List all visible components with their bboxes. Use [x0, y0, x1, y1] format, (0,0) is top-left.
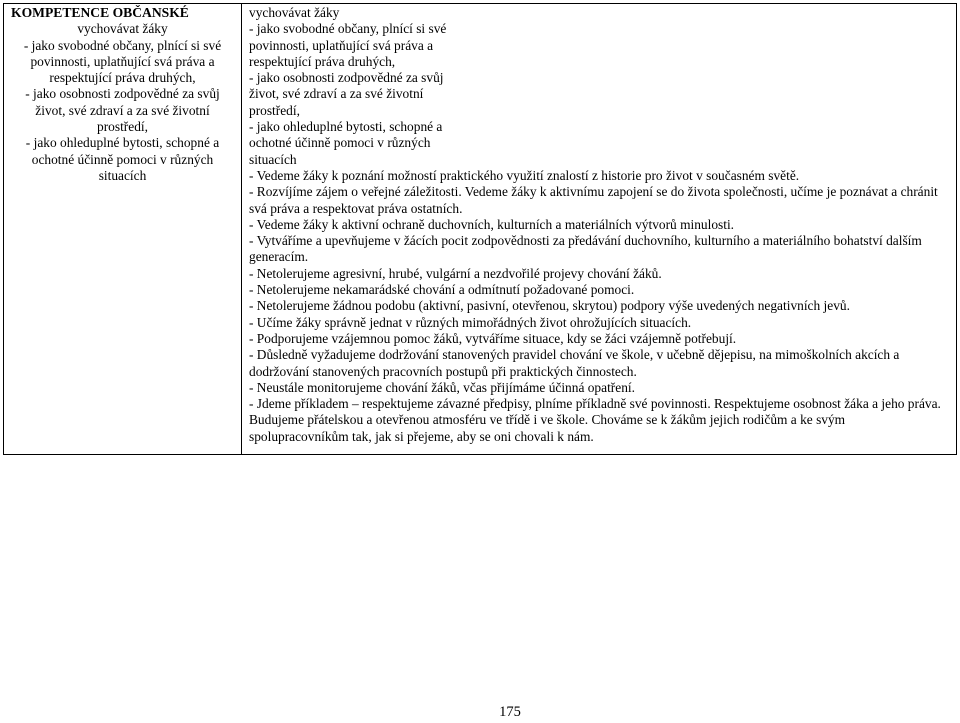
right-line: prostředí, — [249, 102, 300, 118]
left-line: - jako svobodné občany, plnící si své — [23, 37, 222, 53]
strategy-item: - Jdeme příkladem – respektujeme závazné předpisy, plníme příkladně své povinnosti. Respektujeme osobnost žáka a jeho práva. Budujeme přátelskou a otevřenou atmosféru ve třídě i ve škole. Chováme se k žákům jejich rodičům a ke svým spolupracovníkům tak, jak si přejeme, aby se oni chovali k nám. — [249, 396, 941, 444]
section-heading: KOMPETENCE OBČANSKÉ — [11, 5, 189, 20]
left-cell-content — [4, 4, 241, 184]
strategy-item: - Vedeme žáky k poznání možností praktického využití znalostí z historie pro život v současném světě. — [249, 167, 800, 183]
right-line: ochotné účinně pomoci v různých — [249, 135, 431, 151]
strategy-item: - Vedeme žáky k aktivní ochraně duchovních, kulturních a materiálních výtvorů minulosti. — [249, 216, 735, 232]
competence-table — [3, 3, 957, 455]
right-line: situacích — [249, 151, 297, 167]
right-line: život, své zdraví a za své životní — [249, 86, 424, 102]
strategy-item: - Důsledně vyžadujeme dodržování stanovených pravidel chování ve škole, v učebně dějepisu, na mimoškolních akcích a dodržování stanovených pracovních postupů při praktických činnostech. — [249, 347, 900, 379]
table-row — [4, 4, 957, 455]
left-line: vychovávat žáky — [77, 21, 168, 37]
strategy-item: - Neustále monitorujeme chování žáků, včas přijímáme účinná opatření. — [249, 379, 635, 395]
left-line: povinnosti, uplatňující svá práva a — [30, 53, 215, 69]
left-line: situacích — [98, 167, 147, 183]
right-line: - jako osobnosti zodpovědné za svůj — [249, 70, 444, 86]
strategy-item: - Podporujeme vzájemnou pomoc žáků, vytváříme situace, kdy se žáci vzájemně potřebují. — [249, 330, 737, 346]
strategy-item: - Učíme žáky správně jednat v různých mimořádných život ohrožujících situacích. — [249, 314, 692, 330]
left-line: prostředí, — [97, 119, 148, 135]
right-line: vychovávat žáky — [249, 5, 340, 20]
left-cell — [4, 4, 242, 455]
strategy-item: - Rozvíjíme zájem o veřejné záležitosti. Vedeme žáky k aktivnímu zapojení se do života společnosti, učíme je poznávat a chránit svá práva a respektovat práva ostatních. — [249, 184, 938, 216]
left-line: respektující práva druhých, — [49, 70, 196, 86]
strategy-item: - Netolerujeme agresivní, hrubé, vulgární a nezdvořilé projevy chování žáků. — [249, 265, 662, 281]
strategy-item: - Vytváříme a upevňujeme v žácích pocit zodpovědnosti za předávání duchovního, kulturního a materiálního bohatství dalším generacím. — [249, 233, 922, 265]
page-number: 175 — [499, 704, 521, 720]
right-line: - jako ohleduplné bytosti, schopné a — [249, 119, 443, 135]
left-line: život, své zdraví a za své životní — [35, 102, 210, 118]
right-line: - jako svobodné občany, plnící si své — [249, 21, 447, 37]
right-cell — [242, 4, 957, 455]
left-line: - jako osobnosti zodpovědné za svůj — [25, 86, 220, 102]
strategy-item: - Netolerujeme žádnou podobu (aktivní, pasivní, otevřenou, skrytou) podpory výše uvedených negativních jevů. — [249, 298, 850, 314]
strategy-item: - Netolerujeme nekamarádské chování a odmítnutí požadované pomoci. — [249, 282, 635, 298]
right-line: povinnosti, uplatňující svá práva a — [249, 37, 434, 53]
right-line: respektující práva druhých, — [249, 53, 396, 69]
left-line: - jako ohleduplné bytosti, schopné a — [25, 135, 220, 151]
left-line: ochotné účinně pomoci v různých — [31, 151, 214, 167]
right-cell-content — [242, 4, 956, 445]
